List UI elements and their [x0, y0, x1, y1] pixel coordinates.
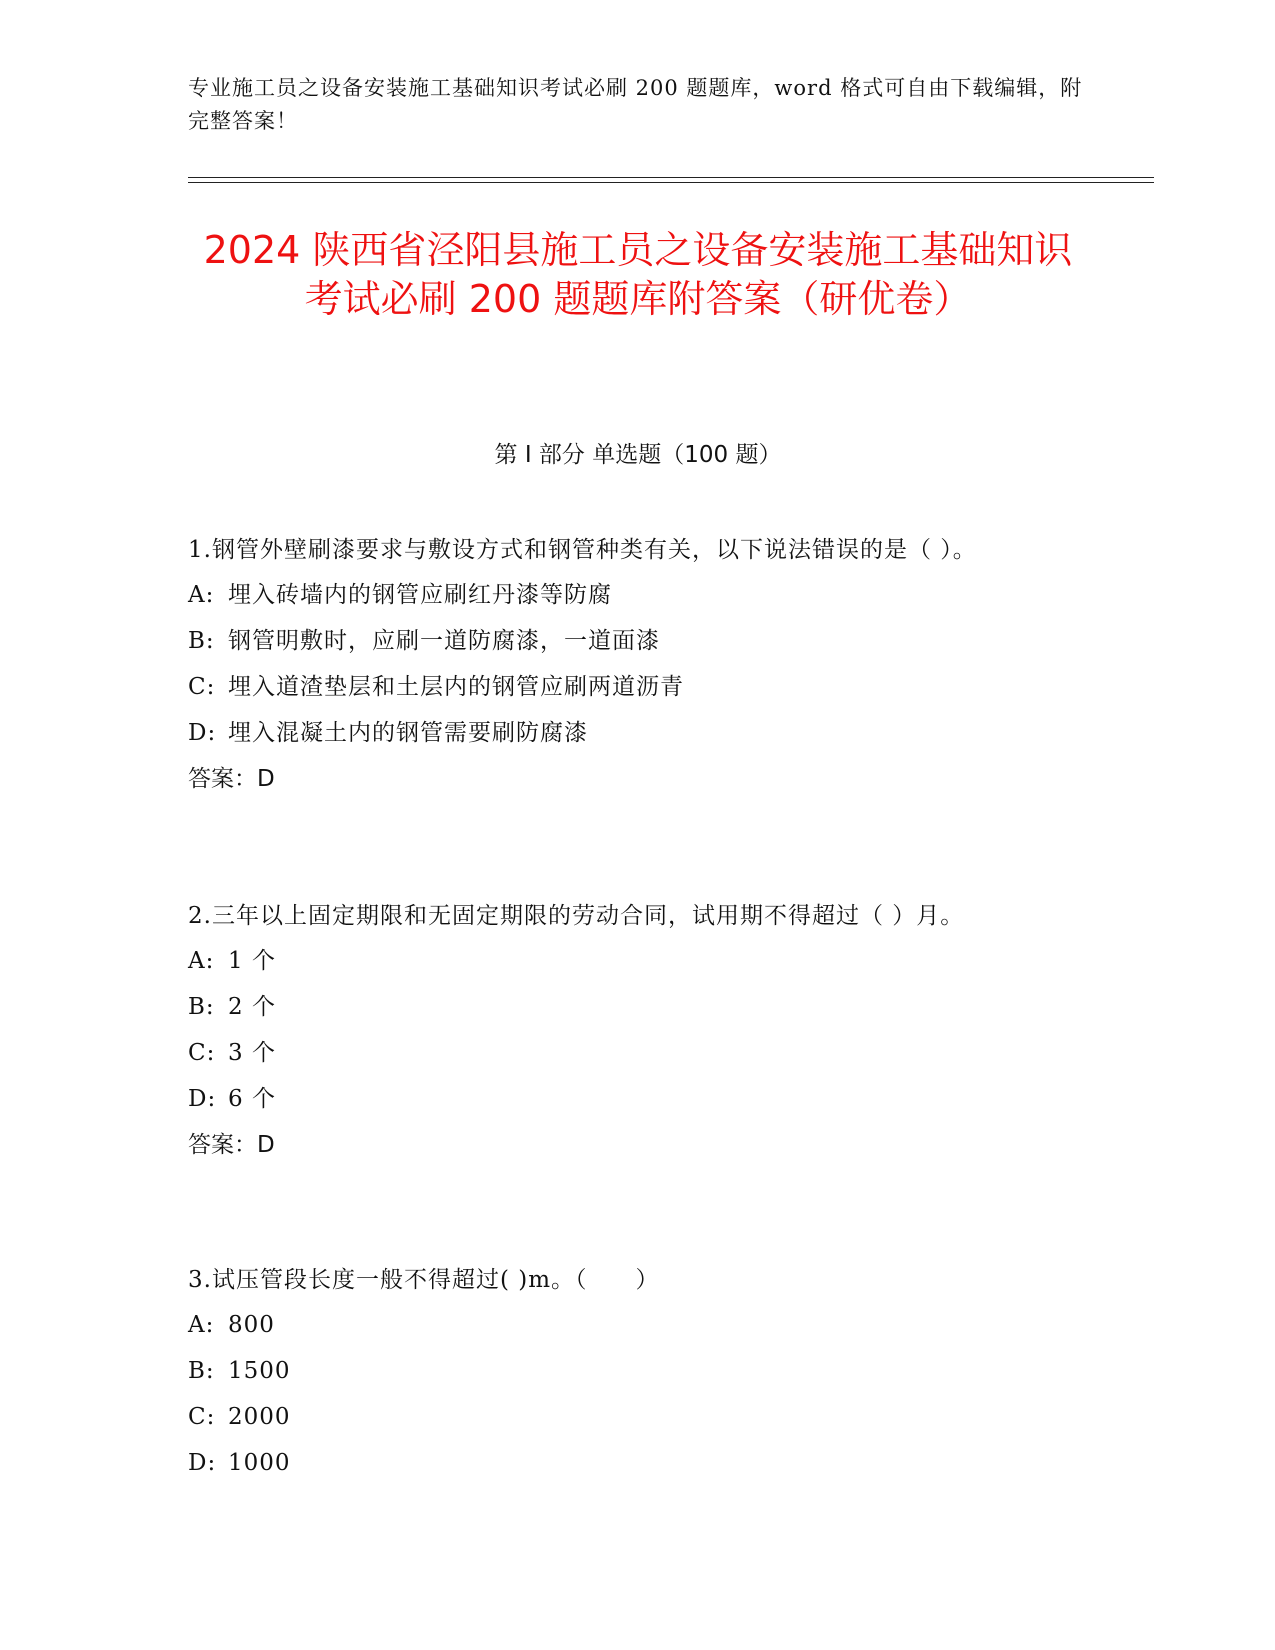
- option-key: B:: [188, 994, 215, 1020]
- option-text: 1500: [228, 1358, 291, 1384]
- option-c: [188, 664, 1088, 710]
- section-heading: 第 I 部分 单选题（100 题）: [494, 442, 782, 468]
- option-c: [188, 1030, 1088, 1076]
- option-key: D:: [188, 720, 217, 746]
- header-divider-bottom: [188, 182, 1154, 183]
- option-d: [188, 1440, 1088, 1486]
- option-key: C:: [188, 1404, 216, 1430]
- question-1: [188, 528, 1088, 802]
- header-intro: 专业施工员之设备安装施工基础知识考试必刷 200 题题库，word 格式可自由下载编辑，附完整答案！: [188, 76, 1083, 133]
- option-text: 1 个: [228, 948, 276, 974]
- option-d: [188, 710, 1088, 756]
- option-text: 2000: [228, 1404, 291, 1430]
- option-key: C:: [188, 1040, 216, 1066]
- option-a: [188, 938, 1088, 984]
- option-key: C:: [188, 674, 216, 700]
- option-key: B:: [188, 1358, 215, 1384]
- option-a: [188, 1302, 1088, 1348]
- option-key: D:: [188, 1086, 217, 1112]
- option-b: [188, 618, 1088, 664]
- option-text: 埋入混凝土内的钢管需要刷防腐漆: [228, 720, 588, 746]
- question-stem: 3.试压管段长度一般不得超过( )m。（ ）: [188, 1267, 660, 1293]
- option-text: 钢管明敷时，应刷一道防腐漆，一道面漆: [228, 628, 660, 654]
- question-stem: 1.钢管外壁刷漆要求与敷设方式和钢管种类有关，以下说法错误的是（ ）。: [188, 537, 977, 563]
- option-text: 3 个: [228, 1040, 276, 1066]
- option-key: A:: [188, 582, 215, 608]
- option-d: [188, 1076, 1088, 1122]
- question-3: [188, 1258, 1088, 1486]
- option-key: D:: [188, 1450, 217, 1476]
- question-2: [188, 894, 1088, 1168]
- answer-line: 答案：D: [188, 766, 275, 792]
- question-stem: 2.三年以上固定期限和无固定期限的劳动合同，试用期不得超过（ ）月。: [188, 903, 965, 929]
- option-text: 埋入道渣垫层和土层内的钢管应刷两道沥青: [228, 674, 684, 700]
- option-b: [188, 984, 1088, 1030]
- option-text: 800: [228, 1312, 275, 1338]
- document-title: 2024 陕西省泾阳县施工员之设备安装施工基础知识考试必刷 200 题题库附答案（研优卷）: [203, 228, 1073, 321]
- option-key: A:: [188, 948, 215, 974]
- option-c: [188, 1394, 1088, 1440]
- option-text: 2 个: [228, 994, 276, 1020]
- option-text: 6 个: [228, 1086, 276, 1112]
- option-key: A:: [188, 1312, 215, 1338]
- option-b: [188, 1348, 1088, 1394]
- option-text: 埋入砖墙内的钢管应刷红丹漆等防腐: [228, 582, 612, 608]
- option-key: B:: [188, 628, 215, 654]
- option-text: 1000: [228, 1450, 291, 1476]
- option-a: [188, 572, 1088, 618]
- answer-line: 答案：D: [188, 1132, 275, 1158]
- header-divider-top: [188, 177, 1154, 178]
